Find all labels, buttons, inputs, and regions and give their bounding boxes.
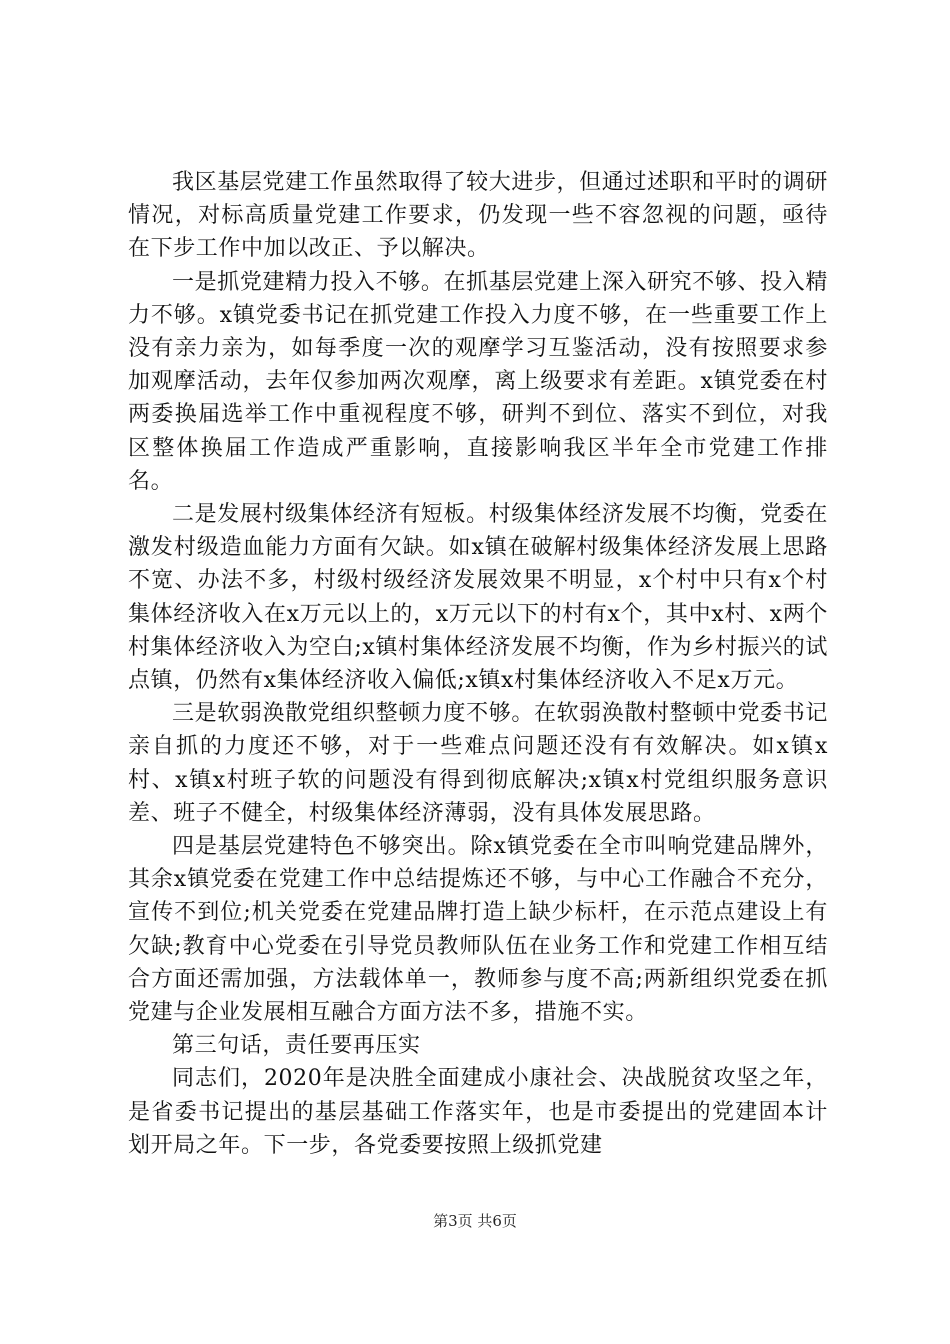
section-heading: 第三句话，责任要再压实 [172, 1033, 421, 1059]
document-body [128, 166, 828, 1162]
paragraph-point-four: 四是基层党建特色不够突出。除x镇党委在全市叫响党建品牌外，其余x镇党委在党建工作中总结提炼还不够，与中心工作融合不充分，宣传不到位;机关党委在党建品牌打造上缺少标杆，在示范点建设上有欠缺;教育中心党委在引导党员教师队伍在业务工作和党建工作相互结合方面还需加强，方法载体单一，教师参与度不高;两新组织党委在抓党建与企业发展相互融合方面方法不多，措施不实。 [128, 834, 828, 1026]
page-number-footer: 第3页 共6页 [433, 1212, 517, 1230]
paragraph-point-three: 三是软弱涣散党组织整顿力度不够。在软弱涣散村整顿中党委书记亲自抓的力度还不够，对于一些难点问题还没有有效解决。如x镇x村、x镇x村班子软的问题没有得到彻底解决;x镇x村党组织服务意识差、班子不健全，村级集体经济薄弱，没有具体发展思路。 [128, 701, 828, 826]
paragraph-closing: 同志们，2020年是决胜全面建成小康社会、决战脱贫攻坚之年，是省委书记提出的基层基础工作落实年，也是市委提出的党建固本计划开局之年。下一步，各党委要按照上级抓党建 [128, 1066, 828, 1158]
paragraph-point-one: 一是抓党建精力投入不够。在抓基层党建上深入研究不够、投入精力不够。x镇党委书记在抓党建工作投入力度不够，在一些重要工作上没有亲力亲为，如每季度一次的观摩学习互鉴活动，没有按照要求参加观摩活动，去年仅参加两次观摩，离上级要求有差距。x镇党委在村两委换届选举工作中重视程度不够，研判不到位、落实不到位，对我区整体换届工作造成严重影响，直接影响我区半年全市党建工作排名。 [128, 269, 828, 494]
paragraph-intro: 我区基层党建工作虽然取得了较大进步，但通过述职和平时的调研情况，对标高质量党建工作要求，仍发现一些不容忽视的问题，亟待在下步工作中加以改正、予以解决。 [128, 170, 828, 262]
paragraph-point-two: 二是发展村级集体经济有短板。村级集体经济发展不均衡，党委在激发村级造血能力方面有欠缺。如x镇在破解村级集体经济发展上思路不宽、办法不多，村级村级经济发展效果不明显，x个村中只有x个村集体经济收入在x万元以上的，x万元以下的村有x个，其中x村、x两个村集体经济收入为空白;x镇村集体经济发展不均衡，作为乡村振兴的试点镇，仍然有x集体经济收入偏低;x镇x村集体经济收入不足x万元。 [128, 502, 828, 694]
